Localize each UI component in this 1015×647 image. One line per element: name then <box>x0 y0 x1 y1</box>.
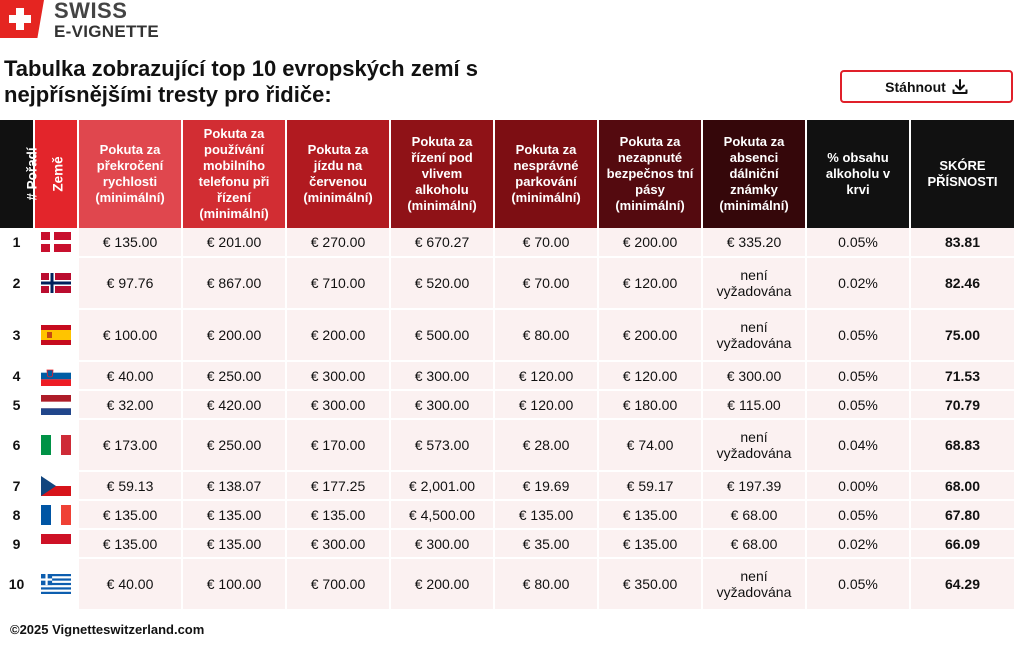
score-cell: 82.46 <box>910 257 1015 309</box>
table-header-row <box>0 120 1015 228</box>
red-light-cell: € 135.00 <box>286 500 390 529</box>
phone-cell: € 200.00 <box>182 309 286 361</box>
vignette-cell: € 335.20 <box>702 228 806 257</box>
dui-cell: € 520.00 <box>390 257 494 309</box>
parking-cell: € 120.00 <box>494 361 598 390</box>
bac-cell: 0.05% <box>806 228 910 257</box>
table-row <box>0 419 1015 471</box>
dui-cell: € 300.00 <box>390 390 494 419</box>
vignette-cell: € 115.00 <box>702 390 806 419</box>
parking-cell: € 135.00 <box>494 500 598 529</box>
red-light-cell: € 200.00 <box>286 309 390 361</box>
norway-flag <box>41 273 71 293</box>
bac-cell: 0.02% <box>806 529 910 558</box>
dui-cell: € 500.00 <box>390 309 494 361</box>
czech-flag <box>41 476 71 496</box>
dui-cell: € 4,500.00 <box>390 500 494 529</box>
table-row <box>0 361 1015 390</box>
dui-cell: € 670.27 <box>390 228 494 257</box>
seatbelt-cell: € 350.00 <box>598 558 702 610</box>
header-speeding: Pokuta za překročení rychlosti (minimální) <box>78 120 182 228</box>
red-light-cell: € 300.00 <box>286 529 390 558</box>
parking-cell: € 80.00 <box>494 309 598 361</box>
header-bac: % obsahu alkoholu v krvi <box>806 120 910 228</box>
speeding-cell: € 135.00 <box>78 529 182 558</box>
table-row <box>0 390 1015 419</box>
country-cell <box>34 558 78 610</box>
vignette-cell: € 68.00 <box>702 529 806 558</box>
rank-cell: 9 <box>0 529 34 558</box>
parking-cell: € 70.00 <box>494 257 598 309</box>
seatbelt-cell: € 135.00 <box>598 529 702 558</box>
table-row <box>0 228 1015 257</box>
rank-cell: 10 <box>0 558 34 610</box>
country-cell <box>34 471 78 500</box>
score-cell: 66.09 <box>910 529 1015 558</box>
score-cell: 64.29 <box>910 558 1015 610</box>
speeding-cell: € 135.00 <box>78 228 182 257</box>
brand-logo[interactable] <box>0 0 159 40</box>
phone-cell: € 135.00 <box>182 529 286 558</box>
seatbelt-cell: € 135.00 <box>598 500 702 529</box>
rank-cell: 1 <box>0 228 34 257</box>
monaco-flag <box>41 534 71 554</box>
red-light-cell: € 710.00 <box>286 257 390 309</box>
phone-cell: € 100.00 <box>182 558 286 610</box>
bac-cell: 0.05% <box>806 558 910 610</box>
score-cell: 70.79 <box>910 390 1015 419</box>
bac-cell: 0.05% <box>806 390 910 419</box>
header-red-light: Pokuta za jízdu na červenou (minimální) <box>286 120 390 228</box>
rank-cell: 7 <box>0 471 34 500</box>
phone-cell: € 138.07 <box>182 471 286 500</box>
table-row <box>0 529 1015 558</box>
red-light-cell: € 170.00 <box>286 419 390 471</box>
bac-cell: 0.05% <box>806 500 910 529</box>
parking-cell: € 70.00 <box>494 228 598 257</box>
denmark-flag <box>41 232 71 252</box>
download-button[interactable] <box>840 70 1013 103</box>
table-row <box>0 309 1015 361</box>
speeding-cell: € 135.00 <box>78 500 182 529</box>
speeding-cell: € 40.00 <box>78 361 182 390</box>
dui-cell: € 300.00 <box>390 529 494 558</box>
page-title: Tabulka zobrazující top 10 evropských zemí s nejpřísnějšími tresty pro řidiče: <box>4 56 478 107</box>
bac-cell: 0.00% <box>806 471 910 500</box>
table-row <box>0 257 1015 309</box>
phone-cell: € 250.00 <box>182 361 286 390</box>
country-cell <box>34 228 78 257</box>
table-row <box>0 558 1015 610</box>
table-row <box>0 471 1015 500</box>
country-cell <box>34 257 78 309</box>
header-vignette: Pokuta za absenci dálniční známky (minimální) <box>702 120 806 228</box>
phone-cell: € 250.00 <box>182 419 286 471</box>
speeding-cell: € 100.00 <box>78 309 182 361</box>
header-phone: Pokuta za používání mobilního telefonu při řízení (minimální) <box>182 120 286 228</box>
speeding-cell: € 97.76 <box>78 257 182 309</box>
country-cell <box>34 500 78 529</box>
bac-cell: 0.05% <box>806 309 910 361</box>
speeding-cell: € 40.00 <box>78 558 182 610</box>
dui-cell: € 300.00 <box>390 361 494 390</box>
dui-cell: € 2,001.00 <box>390 471 494 500</box>
header-rank: # Pořadí <box>0 120 34 228</box>
seatbelt-cell: € 200.00 <box>598 309 702 361</box>
country-cell <box>34 529 78 558</box>
score-cell: 68.00 <box>910 471 1015 500</box>
header-score: SKÓRE PŘÍSNOSTI <box>910 120 1015 228</box>
parking-cell: € 120.00 <box>494 390 598 419</box>
phone-cell: € 135.00 <box>182 500 286 529</box>
parking-cell: € 19.69 <box>494 471 598 500</box>
score-cell: 68.83 <box>910 419 1015 471</box>
seatbelt-cell: € 120.00 <box>598 257 702 309</box>
dui-cell: € 200.00 <box>390 558 494 610</box>
phone-cell: € 420.00 <box>182 390 286 419</box>
score-cell: 75.00 <box>910 309 1015 361</box>
swiss-flag-icon <box>0 0 44 38</box>
vignette-cell: není vyžadována <box>702 419 806 471</box>
country-cell <box>34 419 78 471</box>
table-row <box>0 500 1015 529</box>
speeding-cell: € 173.00 <box>78 419 182 471</box>
phone-cell: € 867.00 <box>182 257 286 309</box>
country-cell <box>34 361 78 390</box>
rank-cell: 2 <box>0 257 34 309</box>
seatbelt-cell: € 120.00 <box>598 361 702 390</box>
rank-cell: 6 <box>0 419 34 471</box>
france-flag <box>41 505 71 525</box>
header-parking: Pokuta za nesprávné parkování (minimální) <box>494 120 598 228</box>
strictness-table <box>0 120 1015 611</box>
seatbelt-cell: € 74.00 <box>598 419 702 471</box>
bac-cell: 0.04% <box>806 419 910 471</box>
header-seatbelt: Pokuta za nezapnuté bezpečnos tní pásy (minimální) <box>598 120 702 228</box>
score-cell: 83.81 <box>910 228 1015 257</box>
slovenia-flag <box>41 366 71 386</box>
bac-cell: 0.05% <box>806 361 910 390</box>
vignette-cell: není vyžadována <box>702 309 806 361</box>
score-cell: 71.53 <box>910 361 1015 390</box>
header-country: Země <box>34 120 78 228</box>
dui-cell: € 573.00 <box>390 419 494 471</box>
download-label: Stáhnout <box>885 78 946 95</box>
download-icon <box>952 79 968 95</box>
country-cell <box>34 309 78 361</box>
greece-flag <box>41 574 71 594</box>
seatbelt-cell: € 200.00 <box>598 228 702 257</box>
red-light-cell: € 270.00 <box>286 228 390 257</box>
vignette-cell: € 300.00 <box>702 361 806 390</box>
parking-cell: € 35.00 <box>494 529 598 558</box>
red-light-cell: € 300.00 <box>286 361 390 390</box>
red-light-cell: € 177.25 <box>286 471 390 500</box>
country-cell <box>34 390 78 419</box>
vignette-cell: není vyžadována <box>702 257 806 309</box>
speeding-cell: € 32.00 <box>78 390 182 419</box>
seatbelt-cell: € 59.17 <box>598 471 702 500</box>
vignette-cell: není vyžadována <box>702 558 806 610</box>
footer-copyright: ©2025 Vignetteswitzerland.com <box>10 622 205 637</box>
speeding-cell: € 59.13 <box>78 471 182 500</box>
rank-cell: 3 <box>0 309 34 361</box>
italy-flag <box>41 435 71 455</box>
netherlands-flag <box>41 395 71 415</box>
spain-flag <box>41 325 71 345</box>
bac-cell: 0.02% <box>806 257 910 309</box>
red-light-cell: € 700.00 <box>286 558 390 610</box>
rank-cell: 4 <box>0 361 34 390</box>
vignette-cell: € 68.00 <box>702 500 806 529</box>
score-cell: 67.80 <box>910 500 1015 529</box>
parking-cell: € 28.00 <box>494 419 598 471</box>
brand-line1: SWISS <box>54 0 128 23</box>
red-light-cell: € 300.00 <box>286 390 390 419</box>
seatbelt-cell: € 180.00 <box>598 390 702 419</box>
phone-cell: € 201.00 <box>182 228 286 257</box>
rank-cell: 5 <box>0 390 34 419</box>
rank-cell: 8 <box>0 500 34 529</box>
header-dui: Pokuta za řízení pod vlivem alkoholu (minimální) <box>390 120 494 228</box>
parking-cell: € 80.00 <box>494 558 598 610</box>
vignette-cell: € 197.39 <box>702 471 806 500</box>
brand-line2: E-VIGNETTE <box>54 22 160 41</box>
